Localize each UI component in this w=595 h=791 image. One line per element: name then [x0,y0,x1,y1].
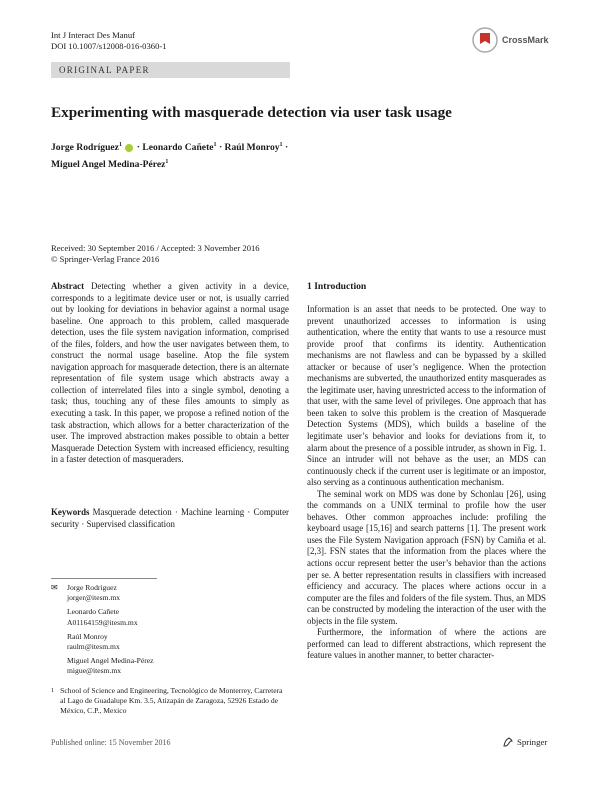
contact-item: Miguel Angel Medina-Pérez migue@itesm.mx [67,656,154,676]
received-accepted: Received: 30 September 2016 / Accepted: 3 November 2016 [51,243,260,253]
contact-item: Leonardo Cañete A01164159@itesm.mx [67,607,153,627]
abstract [51,281,289,466]
affiliation [51,686,289,717]
orcid-icon[interactable] [125,144,133,152]
author-4[interactable]: Miguel Angel Medina-Pérez [51,159,166,171]
author-1[interactable]: Jorge Rodríguez [51,142,119,154]
contact-email[interactable]: raulm@itesm.mx [67,642,120,652]
article-type-label: ORIGINAL PAPER [59,65,150,75]
springer-logo [502,736,547,748]
crossmark-icon [472,27,498,53]
author-list: Jorge Rodríguez$^1$ · Leonardo Cañete$^1$ · Raúl Monroy$^1$ · Miguel Angel Medina-Pérez$^1$ [51,142,289,171]
contact-email[interactable]: A01164159@itesm.mx [67,617,138,627]
keywords-text: Masquerade detection · Machine learning · Computer security · Supervised classification [51,507,289,529]
publisher-label: Springer [517,737,548,747]
contact-item: Jorge Rodríguez jorger@itesm.mx [67,583,153,603]
copyright: © Springer-Verlag France 2016 [51,254,160,264]
abstract-text: Detecting whether a given activity in a device, corresponds to a legitimate device user or not, is usually carried out by looking for deviations in behavior against a normal usage baseline. One approach to this problem, called masquerade detection, uses the file system navigation information, comprised of the files, folders, and how the user navigates between them, to construct the normal usage baseline. Atop the file system navigation approach for masquerade detection, there is an alternate representation of file system usage which abstracts away a collection of interrelated files into a single symbol, denoting a task; thus, touching any of these files amounts to simply as executing a task. In this paper, we propose a refined notion of the task abstraction, which allows for a better characterization of the user. The improved abstraction makes possible to obtain a better Masquerade Detection System with increased efficiency, resulting in a faster detection of masqueraders. [51,281,290,465]
affiliation-number: 1 [51,687,55,694]
abstract-label: Abstract [51,281,85,291]
crossmark-badge[interactable] [472,26,552,54]
author-2[interactable]: Leonardo Cañete [142,142,214,154]
contact-item: Raúl Monroy raulm@itesm.mx [67,632,153,652]
journal-header [51,30,167,52]
journal-name: Int J Interact Des Manuf [51,30,135,40]
journal-doi: DOI 10.1007/s12008-016-0360-1 [51,41,167,51]
introduction-body [307,304,546,662]
crossmark-label: CrossMark [502,35,549,45]
keywords [51,507,289,530]
paragraph: Information is an asset that needs to be protected. One way to prevent unauthorized accesses to information is using authentication, where the entity that wants to use a resource must provide proof that confirms its identity. Authentication mechanisms are not flawless and can be bypassed by a skilled attacker or because of user’s negligence. When the protection mechanisms are subverted, the unauthorized entity masquerades as the legitimate user, having unrestricted access to the information of that user, with the same level of privileges. One approach that has been taken to solve this problem is the creation of Masquerade Detection Systems (MDS), which builds a baseline of the legitimate user’s behavior and looks for deviations from it, to alarm about the presence of a possible intruder, as shown in Fig. 1. Since an intruder will not behave as the user, an MDS can continuously check if the current user is legitimate or an impostor, also serving as a continuous authentication mechanism. [307,304,546,488]
springer-horse-icon [502,736,514,748]
article-type-banner [51,62,290,78]
published-online: Published online: 15 November 2016 [51,738,171,747]
paragraph: Furthermore, the information of where the actions are performed can lead to different abstractions, which represent the feature values in another manner, to better character- [307,627,546,661]
contact-list [51,578,289,681]
contact-email[interactable]: jorger@itesm.mx [67,593,121,603]
affiliation-text: School of Science and Engineering, Tecnológico de Monterrey, Carretera al Lago de Guadalupe Km. 3.5, Atizapán de Zaragoza, 52926 Estado de México, C.P., Mexico [60,686,283,716]
article-dates [51,243,260,265]
contact-email[interactable]: migue@itesm.mx [67,666,122,676]
keywords-label: Keywords [51,507,90,517]
section-heading: 1 Introduction [307,281,367,292]
paper-title: Experimenting with masquerade detection via user task usage [51,104,452,121]
author-3[interactable]: Raúl Monroy [224,142,280,154]
paragraph: The seminal work on MDS was done by Schonlau [26], using the commands on a UNIX terminal to profile how the user behaves. Other common approaches include: profiling the keyboard usage [15,16] and search patterns [1]. The present work uses the File System Navigation approach (FSN) by Camiña et al. [2,3]. FSN states that the information from the places where the actions occur represent better the user’s behavior than the actions per se. A better representation results in classifiers with increased efficiency and accuracy. The places where actions occur in a computer are the files and folders of the file system. Thus, an MDS can be constructed by modeling the interaction of the user with the objects in the file system. [307,488,546,626]
envelope-icon: ✉ [51,583,58,592]
divider [51,578,157,579]
